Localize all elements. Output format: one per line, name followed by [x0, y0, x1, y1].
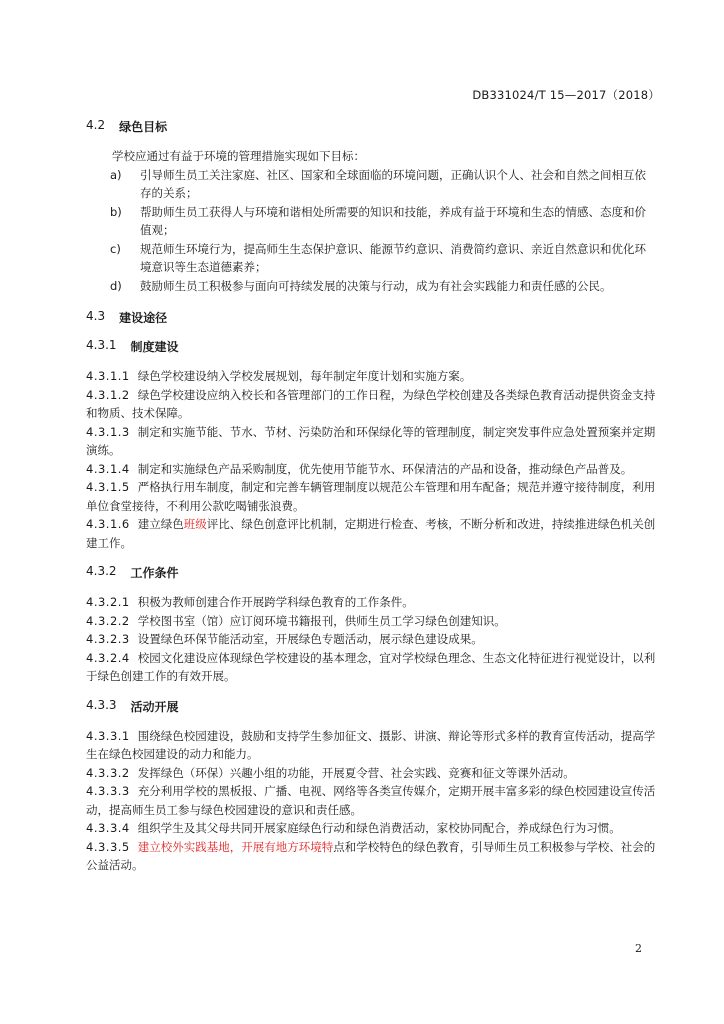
standard-code: DB331024/T 15—2017（2018）	[472, 88, 660, 102]
clause	[86, 612, 656, 631]
clause-text: 评比、绿色创意评比机制，定期进行检查、考核，不断分析和改进，持续推进绿色机关创建工作。	[86, 517, 656, 550]
list-marker: c)	[110, 241, 121, 256]
clause	[86, 782, 656, 819]
list-text: 帮助师生员工获得人与环境和谐相处所需要的知识和技能，养成有益于环境和生态的情感、态度和价值观；	[140, 204, 646, 237]
section-title: 绿色目标	[119, 120, 168, 134]
section-title: 制度建设	[130, 340, 179, 354]
list-marker: b)	[110, 204, 122, 219]
section-heading-4-3-1	[86, 338, 656, 355]
section-number: 4.2	[86, 118, 106, 132]
clause	[86, 727, 656, 764]
clause-number: 4.3.1.3	[86, 424, 130, 439]
clause-number: 4.3.3.5	[86, 839, 130, 854]
clause	[86, 423, 656, 460]
list-text: 规范师生环境行为，提高师生生态保护意识、能源节约意识、消费简约意识、亲近自然意识和优化环境意识等生态道德素养；	[140, 241, 646, 274]
section-number: 4.3.1	[86, 338, 117, 352]
clause-text: 建立绿色	[137, 517, 184, 531]
clause-number: 4.3.1.4	[86, 461, 130, 476]
section-number: 4.3.3	[86, 697, 117, 712]
list-marker: a)	[110, 167, 122, 182]
section-title: 活动开展	[130, 699, 179, 714]
clause-text: 绿色学校建设应纳入校长和各管理部门的工作日程，为绿色学校创建及各类绿色教育活动提供资金支持和物质、技术保障。	[86, 387, 656, 420]
clause-number: 4.3.3.2	[86, 765, 130, 780]
clause-number: 4.3.2.2	[86, 613, 130, 628]
highlighted-text: 建立校外实践基地，开展有地方环境特	[137, 839, 334, 854]
section-heading-4-2	[86, 118, 656, 135]
clause	[86, 764, 656, 783]
clause-text: 设置绿色环保节能活动室，开展绿色专题活动，展示绿色建设成果。	[137, 632, 483, 646]
clause-number: 4.3.2.1	[86, 595, 130, 609]
clause-text: 校园文化建设应体现绿色学校建设的基本理念，宜对学校绿色理念、生态文化特征进行视觉设计，以利于绿色创建工作的有效开展。	[86, 650, 656, 683]
clause	[86, 386, 656, 423]
list-item	[86, 203, 656, 240]
clause	[86, 460, 656, 479]
section-heading-4-3-2	[86, 564, 656, 581]
section-title: 建设途径	[119, 311, 168, 325]
clause-number: 4.3.1.5	[86, 480, 130, 494]
clause-number: 4.3.2.3	[86, 632, 130, 646]
section-intro: 学校应通过有益于环境的管理措施实现如下目标：	[112, 149, 365, 163]
clause-number: 4.3.1.6	[86, 517, 130, 531]
section-number: 4.3.2	[86, 564, 117, 578]
clause-text: 组织学生及其父母共同开展家庭绿色行动和绿色消费活动，家校协同配合，养成绿色行为习惯。	[137, 821, 621, 835]
clause	[86, 478, 656, 515]
section-heading-4-3	[86, 309, 656, 326]
clause-text: 学校图书室（馆）应订阅环境书籍报刊，供师生员工学习绿色创建知识。	[137, 613, 506, 628]
clause-number: 4.3.1.1	[86, 369, 130, 383]
clause-number: 4.3.3.4	[86, 821, 130, 835]
list-item	[86, 277, 656, 296]
list-item	[86, 240, 656, 277]
highlighted-text: 班级	[183, 517, 207, 531]
clause-text: 绿色学校建设纳入学校发展规划，每年制定年度计划和实施方案。	[137, 369, 472, 383]
clause-number: 4.3.3.1	[86, 728, 130, 743]
clause-number: 4.3.3.3	[86, 784, 130, 798]
page-number: 2	[635, 942, 642, 955]
clause	[86, 515, 656, 552]
clause-text: 制定和实施绿色产品采购制度，优先使用节能节水、环保清洁的产品和设备，推动绿色产品普及。	[137, 461, 633, 476]
clause-text: 充分利用学校的黑板报、广播、电视、网络等各类宣传媒介，定期开展丰富多彩的绿色校园建设宣传活动，提高师生员工参与绿色校园建设的意识和责任感。	[86, 784, 656, 817]
section-number: 4.3	[86, 309, 106, 323]
list-text: 鼓励师生员工积极参与面向可持续发展的决策与行动，成为有社会实践能力和责任感的公民。	[140, 278, 612, 293]
document-body	[86, 118, 656, 875]
list-item	[86, 166, 656, 203]
clause-number: 4.3.2.4	[86, 650, 130, 665]
list-text: 引导师生员工关注家庭、社区、国家和全球面临的环境问题，正确认识个人、社会和自然之间相互依存的关系；	[140, 167, 646, 200]
section-heading-4-3-3	[86, 698, 656, 715]
clause-text: 围绕绿色校园建设，鼓励和支持学生参加征文、摄影、讲演、辩论等形式多样的教育宣传活动，提高学生在绿色校园建设的动力和能力。	[86, 728, 656, 761]
section-title: 工作条件	[130, 566, 179, 580]
clause-text: 积极为教师创建合作开展跨学科绿色教育的工作条件。	[137, 595, 414, 609]
clause	[86, 367, 656, 386]
clause-text: 制定和实施节能、节水、节材、污染防治和环保绿化等的管理制度，制定突发事件应急处置预案并定期演练。	[86, 424, 656, 457]
clause-text: 严格执行用车制度，制定和完善车辆管理制度以规范公车管理和用车配备；规范并遵守接待制度，利用单位食堂接待，不利用公款吃喝铺张浪费。	[86, 480, 656, 513]
clause-number: 4.3.1.2	[86, 387, 130, 402]
clause	[86, 649, 656, 686]
clause	[86, 819, 656, 838]
clause	[86, 630, 656, 649]
clause	[86, 838, 656, 875]
list-marker: d)	[110, 278, 122, 293]
clause-text: 发挥绿色（环保）兴趣小组的功能，开展夏令营、社会实践、竞赛和征文等课外活动。	[137, 765, 575, 780]
clause-text: 点和学校特色的绿色教育，引导师生员工积极参与学校、社会的公益活动。	[86, 839, 656, 872]
clause	[86, 593, 656, 612]
